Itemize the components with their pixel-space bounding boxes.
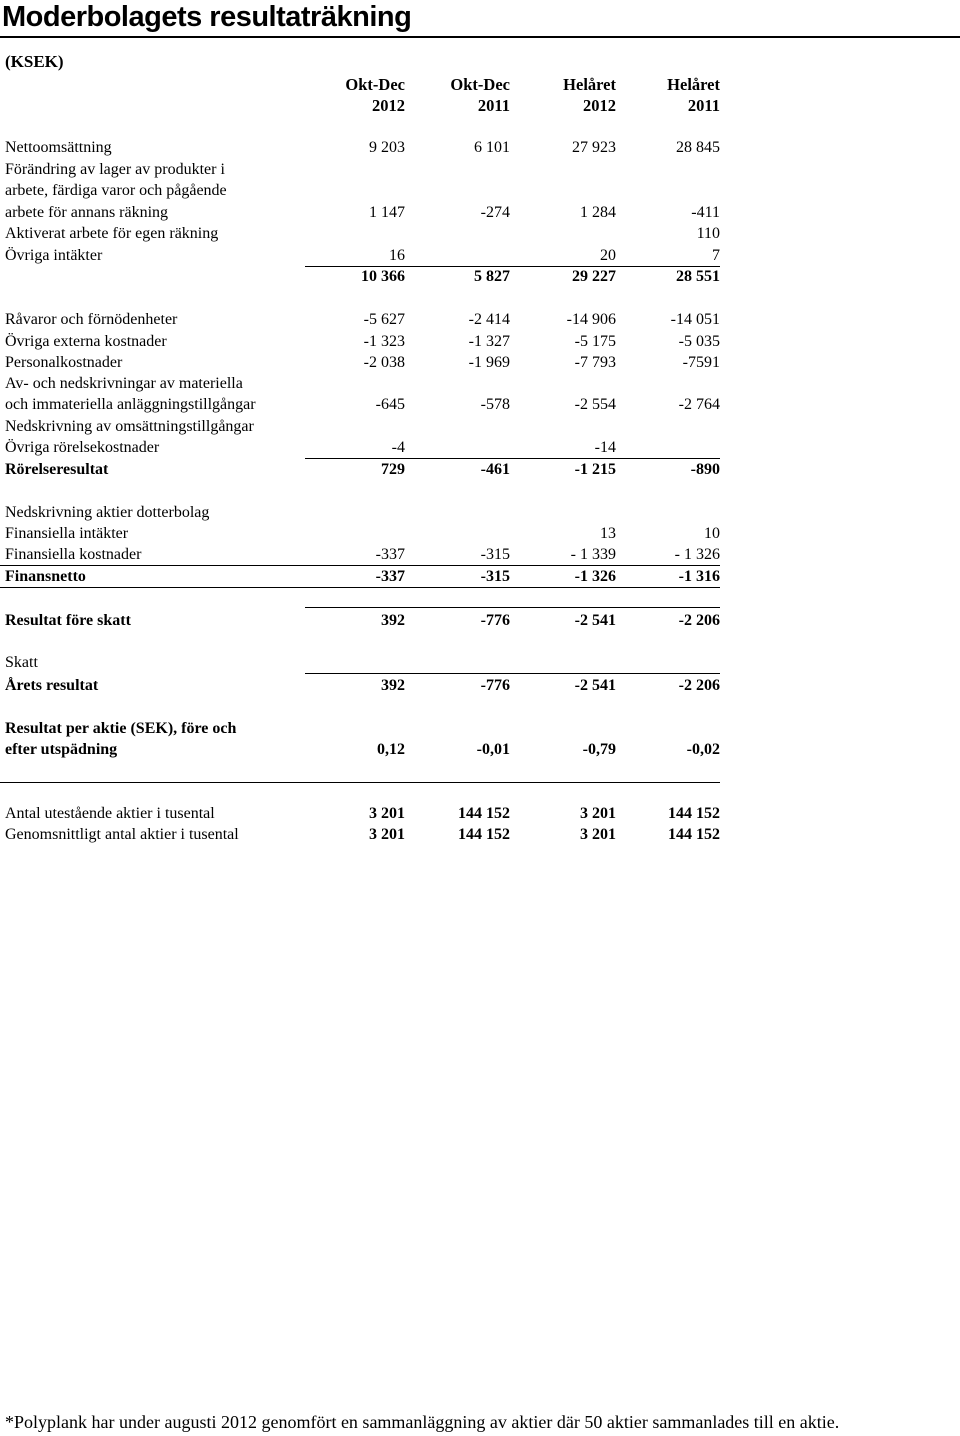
cell: 0,12	[377, 741, 405, 758]
cell: -776	[480, 612, 510, 629]
section-rule	[0, 782, 720, 783]
cell: -1 969	[468, 354, 510, 371]
cell: 144 152	[458, 805, 510, 822]
row-label: Övriga intäkter	[5, 247, 103, 264]
row-label: Nedskrivning aktier dotterbolag	[5, 504, 210, 521]
row-label: arbete för annans räkning	[5, 204, 169, 221]
cell: 3 201	[369, 805, 405, 822]
total-row	[0, 610, 960, 631]
cell: -2 764	[678, 396, 720, 413]
cell: -5 035	[678, 333, 720, 350]
cell: -2 414	[468, 311, 510, 328]
row-label: Nedskrivning av omsättningstillgångar	[5, 418, 254, 435]
cell: -7591	[682, 354, 720, 371]
table-row	[0, 394, 960, 415]
column-header-year: 2011	[477, 96, 510, 115]
cell: -14 051	[670, 311, 720, 328]
table-row	[0, 223, 960, 244]
cell: 29 227	[572, 268, 616, 285]
table-row	[0, 416, 960, 437]
cell: -315	[480, 568, 510, 585]
row-label: Aktiverat arbete för egen räkning	[5, 225, 219, 242]
cell: 3 201	[580, 805, 616, 822]
cell: -645	[375, 396, 405, 413]
table-row	[0, 373, 960, 394]
table-row	[0, 309, 960, 330]
column-header-row-1	[0, 74, 960, 95]
table-row	[0, 437, 960, 458]
cell: -0,79	[582, 741, 616, 758]
cell: 392	[381, 612, 405, 629]
cell: -1 215	[574, 461, 616, 478]
row-label: efter utspädning	[5, 741, 118, 758]
subtotal-row	[0, 266, 960, 287]
table-row	[0, 331, 960, 352]
cell: 1 284	[580, 204, 616, 221]
cell: -337	[375, 546, 405, 563]
table-row	[0, 824, 960, 845]
table-row	[0, 180, 960, 201]
cell: -1 326	[574, 568, 616, 585]
cell: -2 541	[574, 677, 616, 694]
table-row	[0, 502, 960, 523]
cell: - 1 339	[570, 546, 616, 563]
cell: 10	[704, 525, 720, 542]
cell: 27 923	[572, 139, 616, 156]
cell: 5 827	[474, 268, 510, 285]
total-row	[0, 675, 960, 696]
row-label: Av- och nedskrivningar av materiella	[5, 375, 243, 392]
row-label: Resultat före skatt	[5, 612, 131, 629]
cell: -2 541	[574, 612, 616, 629]
table-row	[0, 718, 960, 739]
cell: 110	[696, 225, 720, 242]
cell: 6 101	[474, 139, 510, 156]
cell: -2 554	[574, 396, 616, 413]
cell: -1 327	[468, 333, 510, 350]
total-rule	[0, 587, 720, 588]
row-label: Finansiella intäkter	[5, 525, 129, 542]
cell: 1 147	[369, 204, 405, 221]
table-row	[0, 523, 960, 544]
cell: -14 906	[566, 311, 616, 328]
row-label: Rörelseresultat	[5, 461, 109, 478]
cell: 144 152	[668, 805, 720, 822]
row-label: Nettoomsättning	[5, 139, 112, 156]
table-row	[0, 544, 960, 565]
cell: 3 201	[580, 826, 616, 843]
row-label: Förändring av lager av produkter i	[5, 161, 225, 178]
table-row	[0, 245, 960, 266]
cell: -2 206	[678, 677, 720, 694]
subtotal-row	[0, 566, 960, 587]
column-header: Okt-Dec	[450, 75, 510, 94]
cell: -0,02	[686, 741, 720, 758]
row-label: Årets resultat	[5, 677, 99, 694]
cell: -5 627	[363, 311, 405, 328]
cell: -578	[480, 396, 510, 413]
row-label: Antal utestående aktier i tusental	[5, 805, 215, 822]
cell: -5 175	[574, 333, 616, 350]
cell: 729	[381, 461, 405, 478]
row-label: Råvaror och förnödenheter	[5, 311, 178, 328]
cell: 28 551	[676, 268, 720, 285]
row-label: och immateriella anläggningstillgångar	[5, 396, 256, 413]
cell: -14	[594, 439, 616, 456]
cell: 10 366	[361, 268, 405, 285]
table-row	[0, 739, 960, 760]
subtotal-rule	[305, 607, 720, 608]
cell: 28 845	[676, 139, 720, 156]
cell: 16	[389, 247, 405, 264]
cell: -315	[480, 546, 510, 563]
column-header-year: 2012	[372, 96, 405, 115]
cell: 144 152	[458, 826, 510, 843]
cell: 7	[712, 247, 720, 264]
column-header-year: 2012	[583, 96, 616, 115]
cell: -411	[691, 204, 720, 221]
table-row	[0, 803, 960, 824]
table-row	[0, 137, 960, 158]
cell: - 1 326	[674, 546, 720, 563]
row-label: Övriga rörelsekostnader	[5, 439, 160, 456]
row-label: Skatt	[5, 654, 38, 671]
table-row	[0, 352, 960, 373]
cell: -461	[480, 461, 510, 478]
cell: -4	[391, 439, 405, 456]
column-header: Helåret	[667, 75, 720, 94]
cell: 3 201	[369, 826, 405, 843]
row-label: Finansnetto	[5, 568, 86, 585]
subtotal-row	[0, 459, 960, 480]
unit-label: (KSEK)	[5, 52, 64, 71]
row-label: Finansiella kostnader	[5, 546, 142, 563]
row-label: Resultat per aktie (SEK), före och	[5, 720, 237, 737]
cell: -890	[690, 461, 720, 478]
column-header: Okt-Dec	[345, 75, 405, 94]
cell: 20	[600, 247, 616, 264]
column-header: Helåret	[563, 75, 616, 94]
cell: -2 206	[678, 612, 720, 629]
row-label: arbete, färdiga varor och pågående	[5, 182, 227, 199]
table-row	[0, 652, 960, 673]
cell: -0,01	[476, 741, 510, 758]
column-header-year: 2011	[687, 96, 720, 115]
cell: -776	[480, 677, 510, 694]
cell: -2 038	[363, 354, 405, 371]
page-title: Moderbolagets resultaträkning	[0, 0, 960, 38]
cell: 13	[600, 525, 616, 542]
table-row	[0, 159, 960, 180]
subtotal-rule	[305, 673, 720, 674]
row-label: Personalkostnader	[5, 354, 123, 371]
cell: -7 793	[574, 354, 616, 371]
cell: 144 152	[668, 826, 720, 843]
cell: -274	[480, 204, 510, 221]
cell: -1 323	[363, 333, 405, 350]
row-label: Övriga externa kostnader	[5, 333, 167, 350]
table-row	[0, 202, 960, 223]
column-header-row-2	[0, 95, 960, 116]
row-label: Genomsnittligt antal aktier i tusental	[5, 826, 239, 843]
footnote: *Polyplank har under augusti 2012 genomfört en sammanläggning av aktier där 50 aktier sammanlades till en aktie.	[5, 1412, 840, 1432]
cell: -337	[375, 568, 405, 585]
cell: 9 203	[369, 139, 405, 156]
cell: 392	[381, 677, 405, 694]
cell: -1 316	[678, 568, 720, 585]
